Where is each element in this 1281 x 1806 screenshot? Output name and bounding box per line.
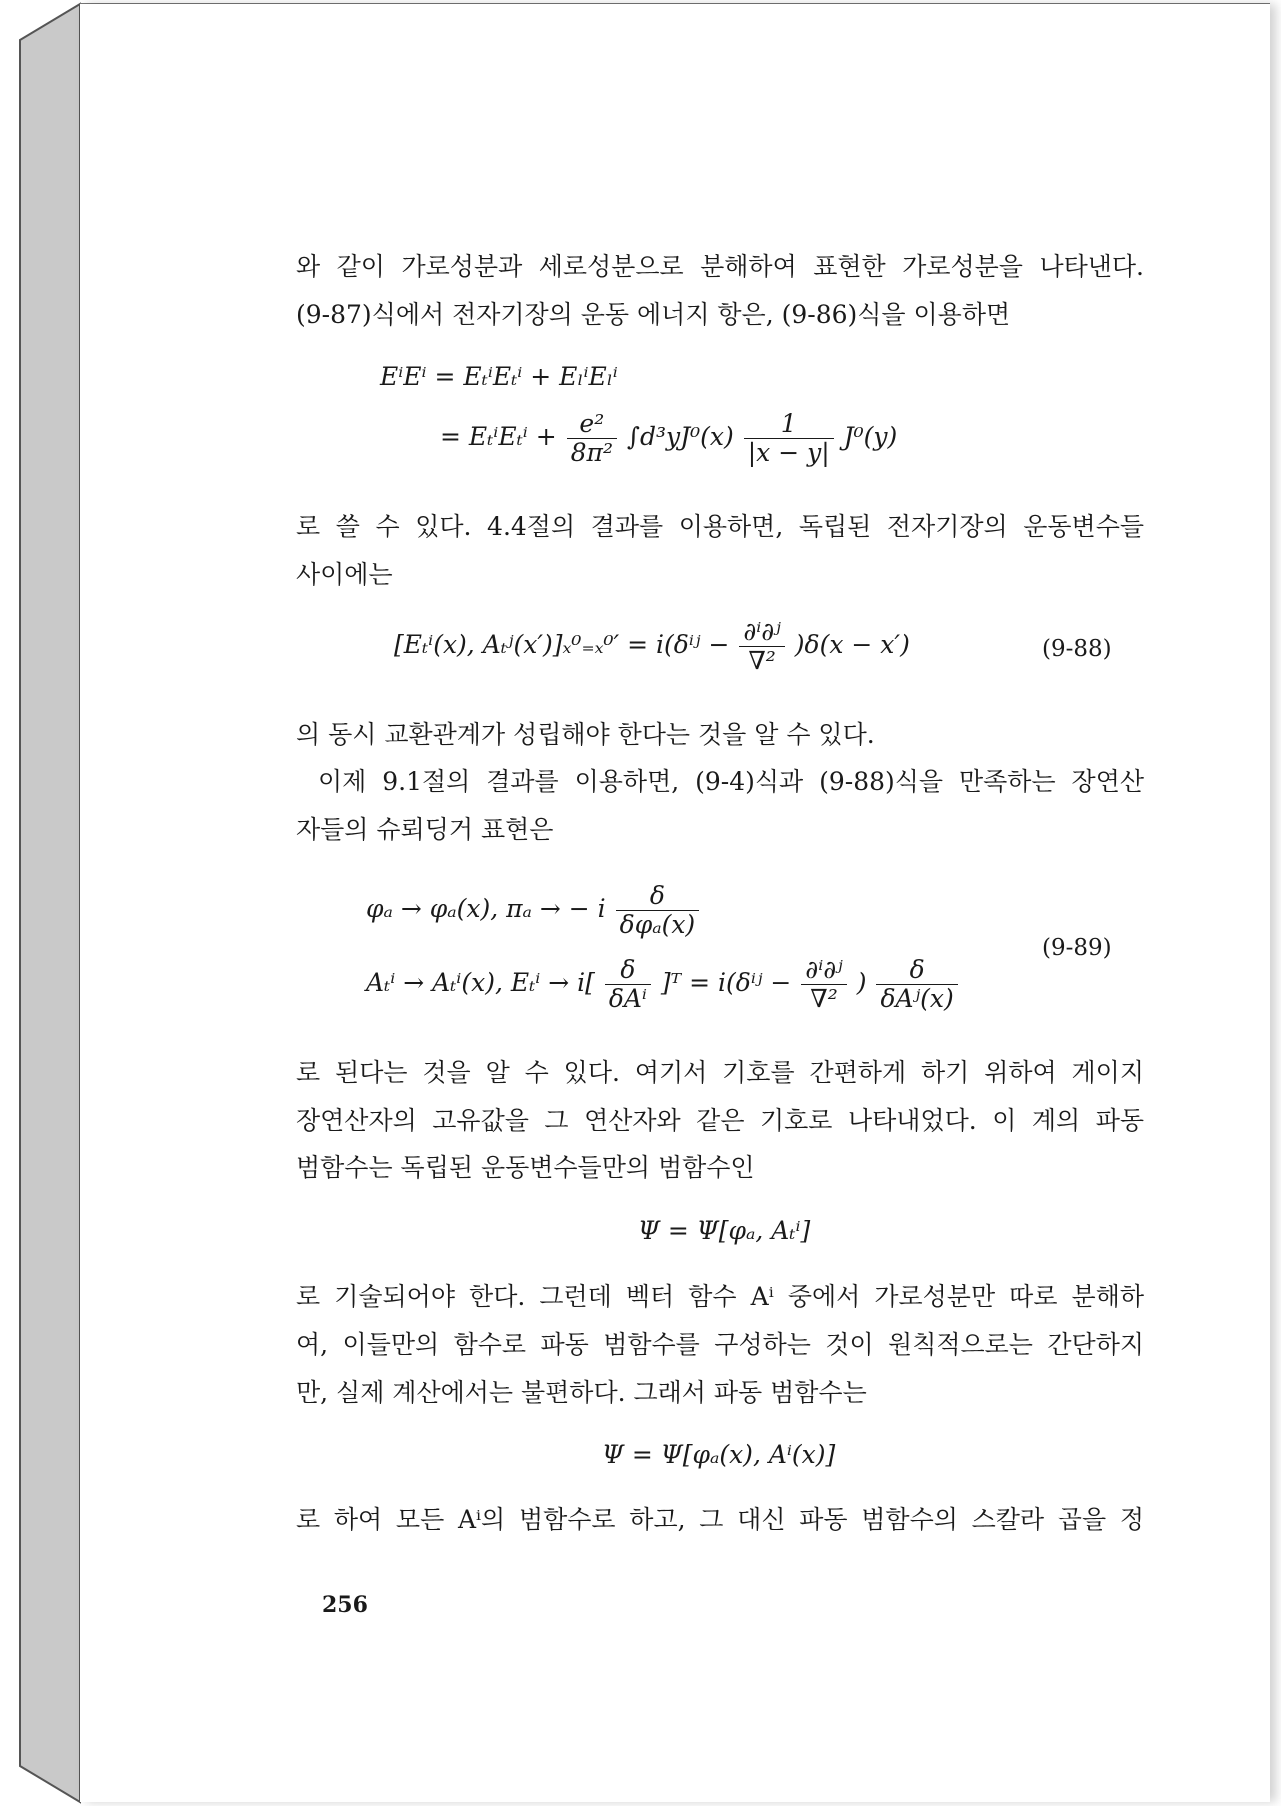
text-line: (9-87)식에서 전자기장의 운동 에너지 항은, (9-86)식을 이용하면	[296, 300, 1011, 329]
text-line: 로 하여 모든 Aⁱ의 범함수로 하고, 그 대신 파동 범함수의 스칼라 곱을 정	[296, 1505, 1144, 1534]
fraction-numerator: δ	[876, 956, 957, 985]
equation-9-89-line2	[366, 956, 960, 1013]
text-line: 사이에는	[296, 560, 393, 589]
equation-psi-full: Ψ = Ψ[φₐ(x), Aⁱ(x)]	[602, 1440, 836, 1469]
fraction	[567, 410, 617, 467]
fraction-numerator: 1	[744, 410, 834, 439]
eq-part: [Eₜⁱ(x), Aₜʲ(x′)]ₓ⁰₌ₓ⁰′ = i(δⁱʲ −	[394, 630, 730, 659]
equation-energy-line2	[440, 410, 897, 467]
fraction-denominator: 8π²	[570, 438, 613, 467]
text-line: 범함수는 독립된 운동변수들만의 범함수인	[296, 1153, 755, 1182]
fraction	[876, 956, 957, 1013]
equation-number: (9-88)	[1042, 636, 1112, 662]
fraction-denominator: |x − y|	[747, 438, 830, 467]
fraction-denominator: ∇²	[748, 646, 776, 675]
eq-part: = EₜⁱEₜⁱ +	[440, 422, 557, 451]
eq-part: φₐ → φₐ(x), πₐ → − i	[366, 894, 606, 923]
equation-psi: Ψ = Ψ[φₐ, Aₜⁱ]	[638, 1216, 811, 1245]
equation-9-89-line1	[366, 882, 701, 939]
eq-part: Aₜⁱ → Aₜⁱ(x), Eₜⁱ → i[	[366, 968, 595, 997]
fraction-denominator: ∇²	[810, 984, 838, 1013]
fraction-numerator: ∂ⁱ∂ʲ	[739, 618, 785, 647]
equation-energy-line1: EⁱEⁱ = EₜⁱEₜⁱ + EₗⁱEₗⁱ	[380, 362, 618, 391]
text-line: 와 같이 가로성분과 세로성분으로 분해하여 표현한 가로성분을 나타낸다.	[296, 252, 1144, 281]
text-line: 이제 9.1절의 결과를 이용하면, (9-4)식과 (9-88)식을 만족하는 장연산	[318, 767, 1144, 796]
equation-9-88	[394, 618, 910, 675]
text-line: 로 된다는 것을 알 수 있다. 여기서 기호를 간편하게 하기 위하여 게이지	[296, 1058, 1144, 1087]
eq-part: ∫d³yJ⁰(x)	[626, 422, 734, 451]
fraction-numerator: δ	[616, 882, 700, 911]
eq-part: )	[856, 968, 867, 997]
text-line: 자들의 슈뢰딩거 표현은	[296, 815, 554, 844]
fraction	[605, 956, 651, 1013]
fraction-denominator: δAⁱ	[608, 984, 647, 1013]
page-number: 256	[322, 1592, 368, 1618]
fraction-denominator: δAʲ(x)	[880, 984, 954, 1013]
text-line: 여, 이들만의 함수로 파동 범함수를 구성하는 것이 원칙적으로는 간단하지	[296, 1330, 1144, 1359]
text-line: 로 쓸 수 있다. 4.4절의 결과를 이용하면, 독립된 전자기장의 운동변수들	[296, 512, 1144, 541]
equation-number: (9-89)	[1042, 935, 1112, 961]
fraction-numerator: δ	[605, 956, 651, 985]
text-line: 장연산자의 고유값을 그 연산자와 같은 기호로 나타내었다. 이 계의 파동	[296, 1106, 1144, 1135]
text-line: 로 기술되어야 한다. 그런데 벡터 함수 Aⁱ 중에서 가로성분만 따로 분해하	[296, 1282, 1144, 1311]
eq-part: ]ᵀ = i(δⁱʲ −	[660, 968, 792, 997]
text-line: 만, 실제 계산에서는 불편하다. 그래서 파동 범함수는	[296, 1378, 867, 1407]
eq-part: J⁰(y)	[843, 422, 898, 451]
eq-part: )δ(x − x′)	[794, 630, 910, 659]
fraction	[739, 618, 785, 675]
fraction-denominator: δφₐ(x)	[619, 910, 696, 939]
fraction	[801, 956, 847, 1013]
fraction	[744, 410, 834, 467]
text-line: 의 동시 교환관계가 성립해야 한다는 것을 알 수 있다.	[296, 720, 875, 749]
fraction-numerator: ∂ⁱ∂ʲ	[801, 956, 847, 985]
fraction	[616, 882, 700, 939]
fraction-numerator: e²	[567, 410, 617, 439]
